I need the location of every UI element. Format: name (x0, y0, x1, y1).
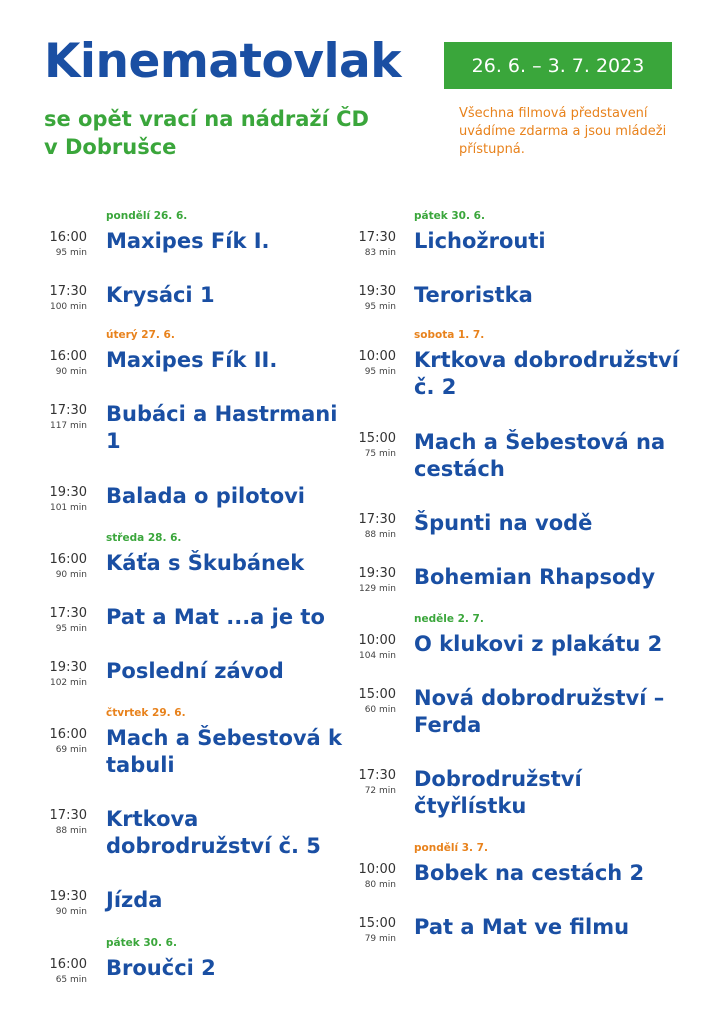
showtime (340, 633, 396, 673)
showtime-time: 17:30 (49, 284, 87, 299)
movie-title: O klukovi z plakátu 2 (414, 632, 663, 656)
movie-title: Maxipes Fík I. (106, 229, 270, 253)
showtime-time: 16:00 (49, 727, 87, 742)
showtime (31, 230, 87, 270)
day-heading: sobota 1. 7. (414, 329, 485, 341)
movie-title: Krtkova dobrodružství č. 2 (414, 348, 679, 399)
movie-title: Teroristka (414, 283, 533, 307)
showtime-time: 16:00 (49, 349, 87, 364)
showtime-duration: 75 min (364, 449, 396, 459)
showtime-time: 17:30 (358, 230, 396, 245)
page-subtitle (44, 105, 424, 161)
showtime (31, 808, 87, 848)
showtime-duration: 88 min (55, 826, 87, 836)
day-heading: pondělí 3. 7. (414, 842, 488, 854)
showtime-time: 17:30 (49, 808, 87, 823)
movie-title: Káťa s Škubánek (106, 551, 305, 575)
showtime (31, 727, 87, 767)
movie-title: Poslední závod (106, 659, 284, 683)
showtime (340, 687, 396, 727)
showtime-time: 19:30 (49, 889, 87, 904)
showtime (31, 889, 87, 929)
subtitle-line-2: v Dobrušce (44, 135, 177, 159)
showtime-time: 17:30 (49, 606, 87, 621)
showtime-time: 17:30 (358, 512, 396, 527)
showtime-duration: 95 min (55, 624, 87, 634)
showtime-time: 16:00 (49, 552, 87, 567)
showtime (340, 230, 396, 270)
showtime-duration: 60 min (364, 705, 396, 715)
showtime (31, 606, 87, 646)
movie-title: Maxipes Fík II. (106, 348, 278, 372)
showtime-time: 10:00 (358, 862, 396, 877)
movie-title: Pat a Mat ...a je to (106, 605, 325, 629)
movie-title: Dobrodružství čtyřlístku (414, 767, 582, 818)
showtime-time: 16:00 (49, 957, 87, 972)
showtime-duration: 102 min (49, 678, 87, 688)
movie-title: Krtkova dobrodružství č. 5 (106, 807, 321, 858)
showtime-time: 19:30 (49, 660, 87, 675)
showtime-duration: 90 min (55, 367, 87, 377)
movie-title: Bubáci a Hastrmani 1 (106, 402, 338, 453)
showtime (31, 403, 87, 443)
showtime-duration: 129 min (358, 584, 396, 594)
showtime (340, 349, 396, 389)
page-title: Kinematovlak (44, 34, 402, 89)
movie-title: Bobek na cestách 2 (414, 861, 645, 885)
day-heading: pátek 30. 6. (414, 210, 485, 222)
showtime-time: 17:30 (358, 768, 396, 783)
showtime-time: 10:00 (358, 633, 396, 648)
movie-title: Jízda (106, 888, 163, 912)
showtime (31, 485, 87, 525)
movie-title: Krysáci 1 (106, 283, 215, 307)
movie-title: Špunti na vodě (414, 511, 593, 535)
date-range-badge: 26. 6. – 3. 7. 2023 (444, 42, 672, 89)
showtime-duration: 72 min (364, 786, 396, 796)
showtime-time: 17:30 (49, 403, 87, 418)
showtime (340, 284, 396, 324)
showtime-time: 15:00 (358, 431, 396, 446)
free-admission-note: Všechna filmová představení uvádíme zdarma a jsou mládeži přístupná. (459, 106, 667, 157)
showtime (31, 284, 87, 324)
day-heading: čtvrtek 29. 6. (106, 707, 186, 719)
movie-title: Lichožrouti (414, 229, 546, 253)
showtime (31, 660, 87, 700)
movie-title: Nová dobrodružství – Ferda (414, 686, 665, 737)
showtime (340, 566, 396, 606)
showtime-duration: 79 min (364, 934, 396, 944)
showtime-time: 19:30 (358, 566, 396, 581)
subtitle-line-1: se opět vrací na nádraží ČD (44, 107, 369, 131)
day-heading: středa 28. 6. (106, 532, 182, 544)
showtime-duration: 104 min (358, 651, 396, 661)
movie-title: Mach a Šebestová k tabuli (106, 726, 343, 777)
showtime-duration: 101 min (49, 503, 87, 513)
movie-title: Broučci 2 (106, 956, 216, 980)
showtime-duration: 95 min (55, 248, 87, 258)
showtime (31, 349, 87, 389)
showtime-time: 16:00 (49, 230, 87, 245)
day-heading: pátek 30. 6. (106, 937, 177, 949)
showtime (340, 768, 396, 808)
movie-title: Bohemian Rhapsody (414, 565, 656, 589)
showtime (340, 862, 396, 902)
movie-title: Pat a Mat ve filmu (414, 915, 630, 939)
showtime (340, 431, 396, 471)
showtime (31, 552, 87, 592)
showtime-duration: 80 min (364, 880, 396, 890)
showtime-time: 10:00 (358, 349, 396, 364)
showtime (31, 957, 87, 997)
showtime-time: 19:30 (49, 485, 87, 500)
showtime (340, 512, 396, 552)
showtime-duration: 69 min (55, 745, 87, 755)
showtime-duration: 65 min (55, 975, 87, 985)
showtime-duration: 83 min (364, 248, 396, 258)
day-heading: neděle 2. 7. (414, 613, 484, 625)
showtime-duration: 90 min (55, 907, 87, 917)
showtime (340, 916, 396, 956)
showtime-time: 19:30 (358, 284, 396, 299)
day-heading: pondělí 26. 6. (106, 210, 188, 222)
showtime-duration: 95 min (364, 302, 396, 312)
movie-title: Mach a Šebestová na cestách (414, 430, 666, 481)
showtime-duration: 100 min (49, 302, 87, 312)
day-heading: úterý 27. 6. (106, 329, 175, 341)
showtime-time: 15:00 (358, 687, 396, 702)
showtime-time: 15:00 (358, 916, 396, 931)
showtime-duration: 117 min (49, 421, 87, 431)
showtime-duration: 90 min (55, 570, 87, 580)
showtime-duration: 95 min (364, 367, 396, 377)
movie-title: Balada o pilotovi (106, 484, 306, 508)
showtime-duration: 88 min (364, 530, 396, 540)
